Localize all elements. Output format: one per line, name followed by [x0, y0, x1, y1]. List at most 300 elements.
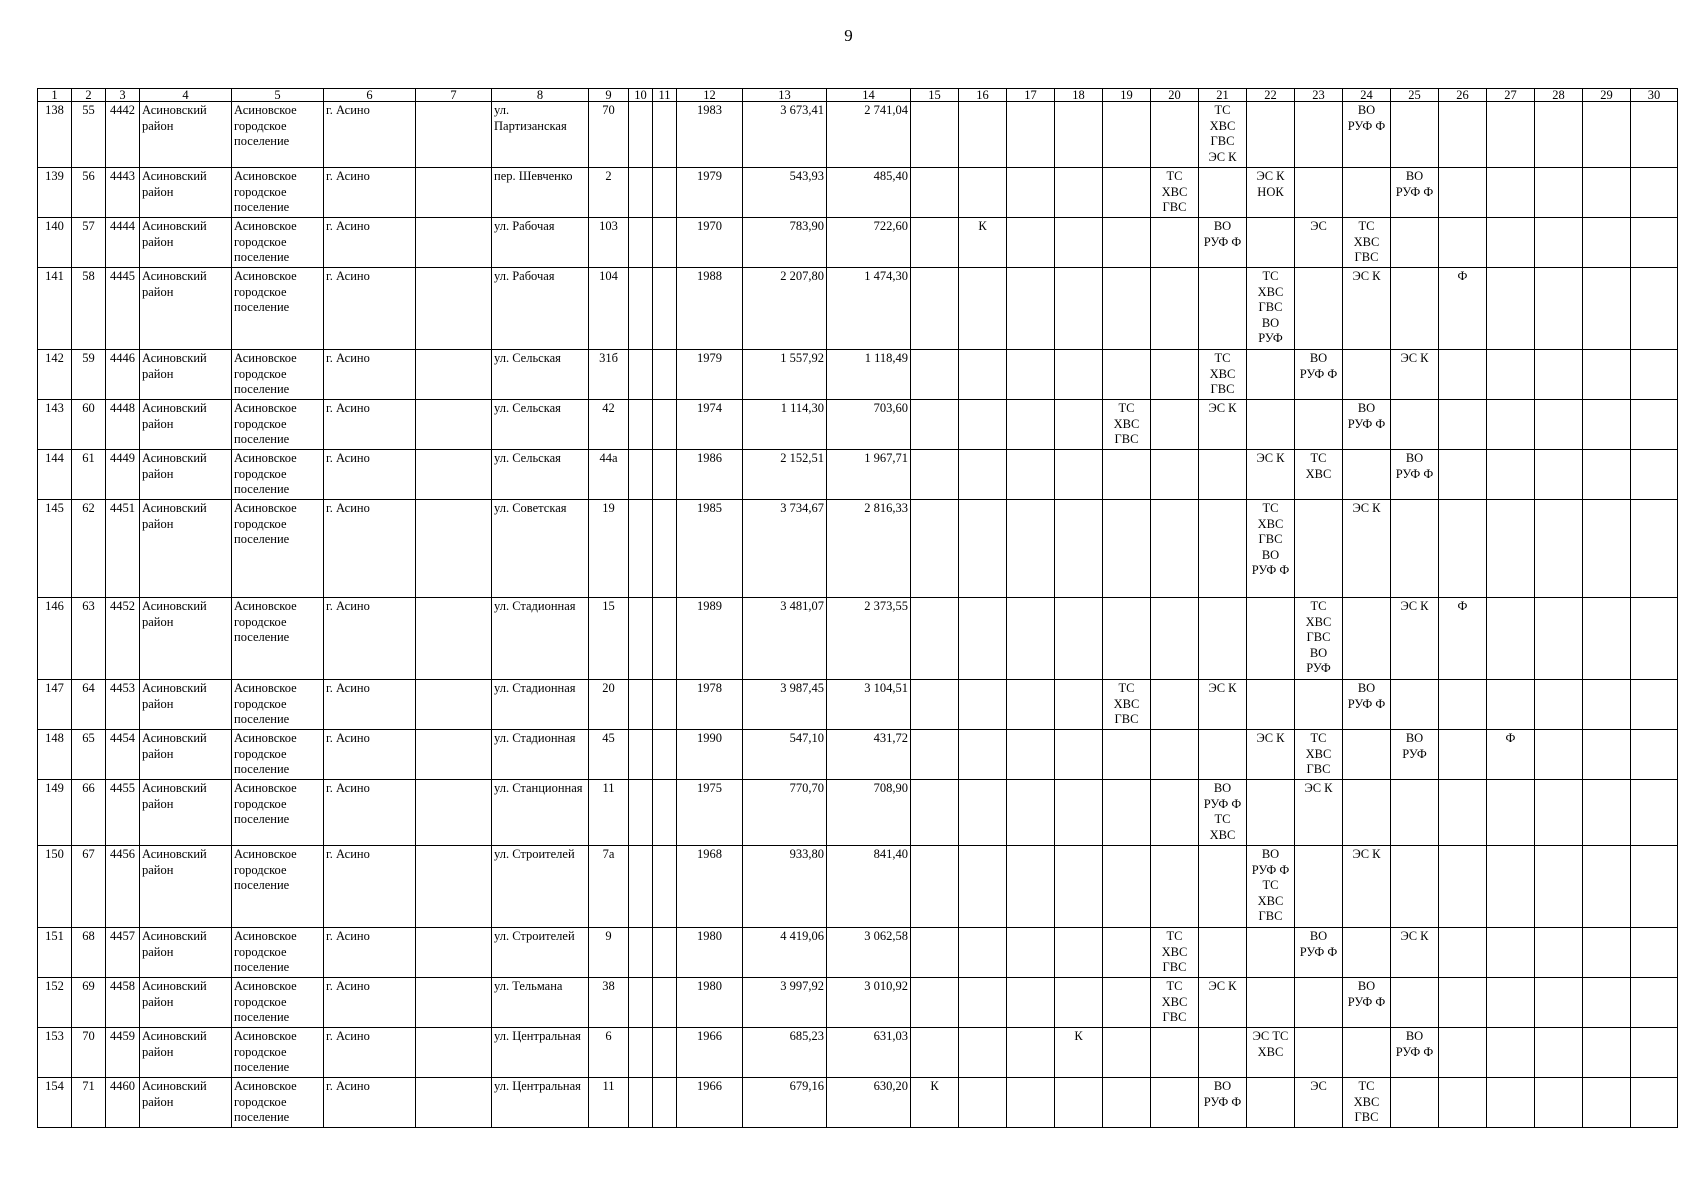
column-number-row — [38, 89, 1678, 102]
table-cell-col-4: Асиновский район — [140, 102, 232, 168]
table-cell-col-21 — [1199, 846, 1247, 928]
table-cell-col-9: 7а — [589, 846, 629, 928]
table-cell-col-12: 1974 — [677, 400, 743, 450]
table-cell-col-10 — [629, 450, 653, 500]
table-cell-col-14: 2 816,33 — [827, 500, 911, 598]
table-cell-col-3: 4456 — [106, 846, 140, 928]
table-cell-col-28 — [1535, 1028, 1583, 1078]
table-cell-col-9: 19 — [589, 500, 629, 598]
table-cell-col-16 — [959, 102, 1007, 168]
column-number-21: 21 — [1199, 89, 1247, 102]
table-cell-col-23: ЭС К — [1295, 780, 1343, 846]
table-cell-col-1: 138 — [38, 102, 72, 168]
table-cell-col-26 — [1439, 978, 1487, 1028]
table-cell-col-17 — [1007, 500, 1055, 598]
table-cell-col-14: 703,60 — [827, 400, 911, 450]
table-cell-col-12: 1978 — [677, 680, 743, 730]
table-cell-col-17 — [1007, 400, 1055, 450]
table-cell-col-8: ул. Центральная — [492, 1028, 589, 1078]
table-cell-col-9: 11 — [589, 780, 629, 846]
table-cell-col-10 — [629, 1028, 653, 1078]
table-cell-col-27 — [1487, 598, 1535, 680]
table-cell-col-28 — [1535, 218, 1583, 268]
table-cell-col-3: 4457 — [106, 928, 140, 978]
table-cell-col-3: 4449 — [106, 450, 140, 500]
table-cell-col-15 — [911, 598, 959, 680]
table-cell-col-20: ТС ХВС ГВС — [1151, 928, 1199, 978]
table-cell-col-8: ул. Партизанская — [492, 102, 589, 168]
table-cell-col-26 — [1439, 102, 1487, 168]
table-cell-col-28 — [1535, 598, 1583, 680]
table-cell-col-27 — [1487, 400, 1535, 450]
table-cell-col-24 — [1343, 730, 1391, 780]
table-cell-col-20 — [1151, 218, 1199, 268]
table-cell-col-9: 104 — [589, 268, 629, 350]
table-cell-col-4: Асиновский район — [140, 218, 232, 268]
table-cell-col-19 — [1103, 928, 1151, 978]
table-cell-col-16 — [959, 928, 1007, 978]
table-cell-col-19 — [1103, 1078, 1151, 1128]
table-cell-col-17 — [1007, 218, 1055, 268]
table-cell-col-2: 61 — [72, 450, 106, 500]
table-cell-col-30 — [1631, 1028, 1678, 1078]
table-cell-col-14: 3 062,58 — [827, 928, 911, 978]
table-row — [38, 350, 1678, 400]
table-cell-col-6: г. Асино — [324, 730, 416, 780]
table-cell-col-15 — [911, 400, 959, 450]
table-cell-col-18 — [1055, 450, 1103, 500]
table-cell-col-18 — [1055, 928, 1103, 978]
table-cell-col-22: ЭС К НОК — [1247, 168, 1295, 218]
table-cell-col-27: Ф — [1487, 730, 1535, 780]
table-cell-col-27 — [1487, 780, 1535, 846]
table-cell-col-20 — [1151, 500, 1199, 598]
table-cell-col-2: 68 — [72, 928, 106, 978]
table-cell-col-9: 6 — [589, 1028, 629, 1078]
table-cell-col-26 — [1439, 730, 1487, 780]
table-cell-col-8: ул. Рабочая — [492, 268, 589, 350]
table-cell-col-8: ул. Рабочая — [492, 218, 589, 268]
table-cell-col-19 — [1103, 978, 1151, 1028]
table-cell-col-28 — [1535, 102, 1583, 168]
table-cell-col-16: К — [959, 218, 1007, 268]
table-row — [38, 1028, 1678, 1078]
table-cell-col-2: 56 — [72, 168, 106, 218]
table-cell-col-27 — [1487, 450, 1535, 500]
table-cell-col-12: 1979 — [677, 350, 743, 400]
table-cell-col-13: 783,90 — [743, 218, 827, 268]
table-cell-col-13: 1 114,30 — [743, 400, 827, 450]
table-cell-col-12: 1989 — [677, 598, 743, 680]
table-cell-col-19: ТС ХВС ГВС — [1103, 680, 1151, 730]
column-number-4: 4 — [140, 89, 232, 102]
table-cell-col-14: 1 967,71 — [827, 450, 911, 500]
table-cell-col-27 — [1487, 1028, 1535, 1078]
table-cell-col-5: Асиновское городское поселение — [232, 730, 324, 780]
table-cell-col-17 — [1007, 450, 1055, 500]
table-cell-col-30 — [1631, 680, 1678, 730]
table-cell-col-27 — [1487, 500, 1535, 598]
table-cell-col-24: ЭС К — [1343, 500, 1391, 598]
table-cell-col-15 — [911, 846, 959, 928]
table-cell-col-19 — [1103, 102, 1151, 168]
table-cell-col-10 — [629, 978, 653, 1028]
table-cell-col-14: 2 373,55 — [827, 598, 911, 680]
column-number-10: 10 — [629, 89, 653, 102]
table-cell-col-21: ВО РУФ Ф ТС ХВС — [1199, 780, 1247, 846]
table-cell-col-28 — [1535, 268, 1583, 350]
table-cell-col-15 — [911, 218, 959, 268]
table-cell-col-4: Асиновский район — [140, 268, 232, 350]
table-cell-col-2: 60 — [72, 400, 106, 450]
table-cell-col-25 — [1391, 102, 1439, 168]
table-cell-col-1: 147 — [38, 680, 72, 730]
table-cell-col-13: 2 152,51 — [743, 450, 827, 500]
table-cell-col-30 — [1631, 168, 1678, 218]
table-cell-col-15 — [911, 168, 959, 218]
column-number-16: 16 — [959, 89, 1007, 102]
table-cell-col-14: 3 104,51 — [827, 680, 911, 730]
column-number-25: 25 — [1391, 89, 1439, 102]
table-cell-col-7 — [416, 218, 492, 268]
table-cell-col-22 — [1247, 928, 1295, 978]
table-cell-col-1: 144 — [38, 450, 72, 500]
table-row — [38, 218, 1678, 268]
table-cell-col-29 — [1583, 168, 1631, 218]
table-cell-col-15 — [911, 978, 959, 1028]
table-cell-col-24 — [1343, 168, 1391, 218]
table-cell-col-2: 70 — [72, 1028, 106, 1078]
table-cell-col-29 — [1583, 102, 1631, 168]
table-cell-col-12: 1983 — [677, 102, 743, 168]
table-cell-col-23 — [1295, 846, 1343, 928]
table-cell-col-16 — [959, 680, 1007, 730]
table-cell-col-6: г. Асино — [324, 102, 416, 168]
table-cell-col-15 — [911, 350, 959, 400]
table-row — [38, 928, 1678, 978]
table-cell-col-17 — [1007, 978, 1055, 1028]
table-cell-col-26 — [1439, 168, 1487, 218]
table-cell-col-29 — [1583, 1028, 1631, 1078]
table-cell-col-5: Асиновское городское поселение — [232, 400, 324, 450]
table-cell-col-27 — [1487, 928, 1535, 978]
table-cell-col-11 — [653, 500, 677, 598]
table-cell-col-22: ЭС К — [1247, 450, 1295, 500]
table-cell-col-23: ВО РУФ Ф — [1295, 350, 1343, 400]
table-cell-col-18: К — [1055, 1028, 1103, 1078]
table-cell-col-17 — [1007, 598, 1055, 680]
table-cell-col-12: 1988 — [677, 268, 743, 350]
table-row — [38, 846, 1678, 928]
table-cell-col-24: ЭС К — [1343, 268, 1391, 350]
table-cell-col-12: 1980 — [677, 978, 743, 1028]
table-cell-col-28 — [1535, 168, 1583, 218]
table-cell-col-24: ВО РУФ Ф — [1343, 400, 1391, 450]
column-number-20: 20 — [1151, 89, 1199, 102]
table-cell-col-27 — [1487, 350, 1535, 400]
table-row — [38, 730, 1678, 780]
table-cell-col-8: ул. Сельская — [492, 350, 589, 400]
table-cell-col-30 — [1631, 928, 1678, 978]
table-cell-col-21: ВО РУФ Ф — [1199, 218, 1247, 268]
table-cell-col-10 — [629, 500, 653, 598]
table-cell-col-7 — [416, 680, 492, 730]
table-cell-col-30 — [1631, 598, 1678, 680]
table-cell-col-8: ул. Советская — [492, 500, 589, 598]
table-cell-col-15 — [911, 928, 959, 978]
table-cell-col-21 — [1199, 730, 1247, 780]
table-cell-col-1: 143 — [38, 400, 72, 450]
table-cell-col-28 — [1535, 780, 1583, 846]
column-number-1: 1 — [38, 89, 72, 102]
table-cell-col-17 — [1007, 928, 1055, 978]
table-cell-col-15 — [911, 1028, 959, 1078]
table-cell-col-28 — [1535, 1078, 1583, 1128]
table-cell-col-13: 2 207,80 — [743, 268, 827, 350]
table-cell-col-15: К — [911, 1078, 959, 1128]
table-cell-col-16 — [959, 1078, 1007, 1128]
table-cell-col-8: ул. Стадионная — [492, 680, 589, 730]
column-number-2: 2 — [72, 89, 106, 102]
table-cell-col-21: ЭС К — [1199, 978, 1247, 1028]
table-cell-col-30 — [1631, 978, 1678, 1028]
table-cell-col-19 — [1103, 730, 1151, 780]
table-cell-col-25: ЭС К — [1391, 350, 1439, 400]
table-cell-col-18 — [1055, 400, 1103, 450]
table-cell-col-3: 4454 — [106, 730, 140, 780]
table-cell-col-9: 11 — [589, 1078, 629, 1128]
table-cell-col-10 — [629, 928, 653, 978]
table-cell-col-8: ул. Строителей — [492, 846, 589, 928]
table-cell-col-24 — [1343, 780, 1391, 846]
table-cell-col-25 — [1391, 500, 1439, 598]
column-number-19: 19 — [1103, 89, 1151, 102]
table-cell-col-13: 685,23 — [743, 1028, 827, 1078]
table-cell-col-4: Асиновский район — [140, 780, 232, 846]
table-cell-col-3: 4452 — [106, 598, 140, 680]
column-number-9: 9 — [589, 89, 629, 102]
table-cell-col-3: 4460 — [106, 1078, 140, 1128]
table-cell-col-4: Асиновский район — [140, 730, 232, 780]
table-row — [38, 680, 1678, 730]
table-cell-col-3: 4455 — [106, 780, 140, 846]
table-cell-col-21 — [1199, 168, 1247, 218]
table-cell-col-1: 149 — [38, 780, 72, 846]
table-cell-col-29 — [1583, 978, 1631, 1028]
table-cell-col-1: 146 — [38, 598, 72, 680]
table-cell-col-27 — [1487, 978, 1535, 1028]
column-number-28: 28 — [1535, 89, 1583, 102]
table-cell-col-27 — [1487, 218, 1535, 268]
table-cell-col-19 — [1103, 168, 1151, 218]
table-cell-col-9: 20 — [589, 680, 629, 730]
table-cell-col-24: ВО РУФ Ф — [1343, 102, 1391, 168]
table-cell-col-2: 64 — [72, 680, 106, 730]
table-cell-col-29 — [1583, 350, 1631, 400]
table-cell-col-1: 139 — [38, 168, 72, 218]
table-cell-col-12: 1979 — [677, 168, 743, 218]
table-cell-col-4: Асиновский район — [140, 350, 232, 400]
table-cell-col-8: пер. Шевченко — [492, 168, 589, 218]
table-cell-col-18 — [1055, 846, 1103, 928]
table-cell-col-11 — [653, 218, 677, 268]
table-cell-col-20 — [1151, 1028, 1199, 1078]
table-cell-col-16 — [959, 500, 1007, 598]
table-cell-col-16 — [959, 350, 1007, 400]
table-cell-col-4: Асиновский район — [140, 450, 232, 500]
table-cell-col-21 — [1199, 928, 1247, 978]
table-cell-col-23 — [1295, 500, 1343, 598]
table-cell-col-20 — [1151, 780, 1199, 846]
table-cell-col-10 — [629, 350, 653, 400]
table-cell-col-2: 62 — [72, 500, 106, 598]
table-cell-col-8: ул. Центральная — [492, 1078, 589, 1128]
table-cell-col-19 — [1103, 598, 1151, 680]
table-cell-col-2: 59 — [72, 350, 106, 400]
table-cell-col-12: 1990 — [677, 730, 743, 780]
table-cell-col-23 — [1295, 400, 1343, 450]
table-cell-col-10 — [629, 1078, 653, 1128]
table-cell-col-16 — [959, 450, 1007, 500]
column-number-15: 15 — [911, 89, 959, 102]
table-cell-col-6: г. Асино — [324, 400, 416, 450]
table-cell-col-21 — [1199, 1028, 1247, 1078]
table-cell-col-23: ТС ХВС ГВС ВО РУФ — [1295, 598, 1343, 680]
table-cell-col-14: 431,72 — [827, 730, 911, 780]
table-row — [38, 500, 1678, 598]
table-cell-col-23: ТС ХВС ГВС — [1295, 730, 1343, 780]
table-cell-col-20 — [1151, 102, 1199, 168]
table-cell-col-21 — [1199, 598, 1247, 680]
table-cell-col-9: 70 — [589, 102, 629, 168]
table-cell-col-18 — [1055, 598, 1103, 680]
table-cell-col-14: 722,60 — [827, 218, 911, 268]
table-cell-col-20: ТС ХВС ГВС — [1151, 168, 1199, 218]
table-cell-col-25 — [1391, 1078, 1439, 1128]
table-cell-col-10 — [629, 102, 653, 168]
table-cell-col-22: ТС ХВС ГВС ВО РУФ Ф — [1247, 500, 1295, 598]
table-cell-col-2: 55 — [72, 102, 106, 168]
table-cell-col-5: Асиновское городское поселение — [232, 450, 324, 500]
table-cell-col-22 — [1247, 978, 1295, 1028]
table-cell-col-23: ЭС — [1295, 218, 1343, 268]
table-cell-col-7 — [416, 1028, 492, 1078]
column-number-30: 30 — [1631, 89, 1678, 102]
table-cell-col-6: г. Асино — [324, 1028, 416, 1078]
table-cell-col-16 — [959, 1028, 1007, 1078]
table-cell-col-20 — [1151, 450, 1199, 500]
table-cell-col-21 — [1199, 500, 1247, 598]
table-cell-col-19: ТС ХВС ГВС — [1103, 400, 1151, 450]
table-cell-col-13: 3 987,45 — [743, 680, 827, 730]
table-cell-col-24: ТС ХВС ГВС — [1343, 218, 1391, 268]
table-cell-col-16 — [959, 780, 1007, 846]
table-cell-col-23: ТС ХВС — [1295, 450, 1343, 500]
table-cell-col-10 — [629, 680, 653, 730]
table-cell-col-15 — [911, 680, 959, 730]
table-cell-col-23: ЭС — [1295, 1078, 1343, 1128]
table-cell-col-9: 31б — [589, 350, 629, 400]
table-cell-col-2: 57 — [72, 218, 106, 268]
table-cell-col-22 — [1247, 102, 1295, 168]
table-cell-col-1: 152 — [38, 978, 72, 1028]
table-cell-col-6: г. Асино — [324, 168, 416, 218]
table-cell-col-11 — [653, 168, 677, 218]
table-cell-col-29 — [1583, 730, 1631, 780]
table-cell-col-27 — [1487, 102, 1535, 168]
table-cell-col-4: Асиновский район — [140, 1078, 232, 1128]
table-cell-col-19 — [1103, 1028, 1151, 1078]
table-cell-col-22: ТС ХВС ГВС ВО РУФ — [1247, 268, 1295, 350]
table-cell-col-12: 1966 — [677, 1078, 743, 1128]
table-cell-col-26 — [1439, 928, 1487, 978]
table-cell-col-13: 679,16 — [743, 1078, 827, 1128]
table-cell-col-14: 2 741,04 — [827, 102, 911, 168]
table-cell-col-25: ЭС К — [1391, 928, 1439, 978]
table-cell-col-6: г. Асино — [324, 500, 416, 598]
table-cell-col-18 — [1055, 780, 1103, 846]
table-cell-col-14: 631,03 — [827, 1028, 911, 1078]
table-cell-col-20 — [1151, 730, 1199, 780]
table-cell-col-11 — [653, 400, 677, 450]
table-cell-col-4: Асиновский район — [140, 598, 232, 680]
table-cell-col-5: Асиновское городское поселение — [232, 780, 324, 846]
table-cell-col-2: 67 — [72, 846, 106, 928]
table-cell-col-20 — [1151, 1078, 1199, 1128]
table-cell-col-2: 58 — [72, 268, 106, 350]
table-cell-col-28 — [1535, 400, 1583, 450]
table-cell-col-13: 547,10 — [743, 730, 827, 780]
table-cell-col-17 — [1007, 268, 1055, 350]
table-cell-col-24: ЭС К — [1343, 846, 1391, 928]
table-cell-col-21: ТС ХВС ГВС ЭС К — [1199, 102, 1247, 168]
table-cell-col-24: ВО РУФ Ф — [1343, 978, 1391, 1028]
table-cell-col-21: ВО РУФ Ф — [1199, 1078, 1247, 1128]
table-cell-col-22 — [1247, 680, 1295, 730]
table-cell-col-9: 2 — [589, 168, 629, 218]
table-cell-col-24 — [1343, 350, 1391, 400]
table-cell-col-25 — [1391, 400, 1439, 450]
table-cell-col-3: 4443 — [106, 168, 140, 218]
table-cell-col-3: 4459 — [106, 1028, 140, 1078]
table-cell-col-10 — [629, 218, 653, 268]
table-cell-col-15 — [911, 450, 959, 500]
table-cell-col-17 — [1007, 780, 1055, 846]
table-cell-col-18 — [1055, 500, 1103, 598]
table-cell-col-17 — [1007, 1028, 1055, 1078]
table-cell-col-7 — [416, 102, 492, 168]
table-row — [38, 598, 1678, 680]
table-cell-col-23 — [1295, 1028, 1343, 1078]
table-cell-col-28 — [1535, 500, 1583, 598]
column-number-23: 23 — [1295, 89, 1343, 102]
table-cell-col-11 — [653, 978, 677, 1028]
table-cell-col-7 — [416, 500, 492, 598]
table-cell-col-22 — [1247, 400, 1295, 450]
table-cell-col-25 — [1391, 846, 1439, 928]
column-number-6: 6 — [324, 89, 416, 102]
table-cell-col-20 — [1151, 680, 1199, 730]
table-cell-col-9: 103 — [589, 218, 629, 268]
table-cell-col-13: 4 419,06 — [743, 928, 827, 978]
table-cell-col-28 — [1535, 680, 1583, 730]
table-cell-col-10 — [629, 168, 653, 218]
table-cell-col-16 — [959, 730, 1007, 780]
table-cell-col-12: 1975 — [677, 780, 743, 846]
table-cell-col-16 — [959, 598, 1007, 680]
table-cell-col-1: 151 — [38, 928, 72, 978]
table-row — [38, 102, 1678, 168]
